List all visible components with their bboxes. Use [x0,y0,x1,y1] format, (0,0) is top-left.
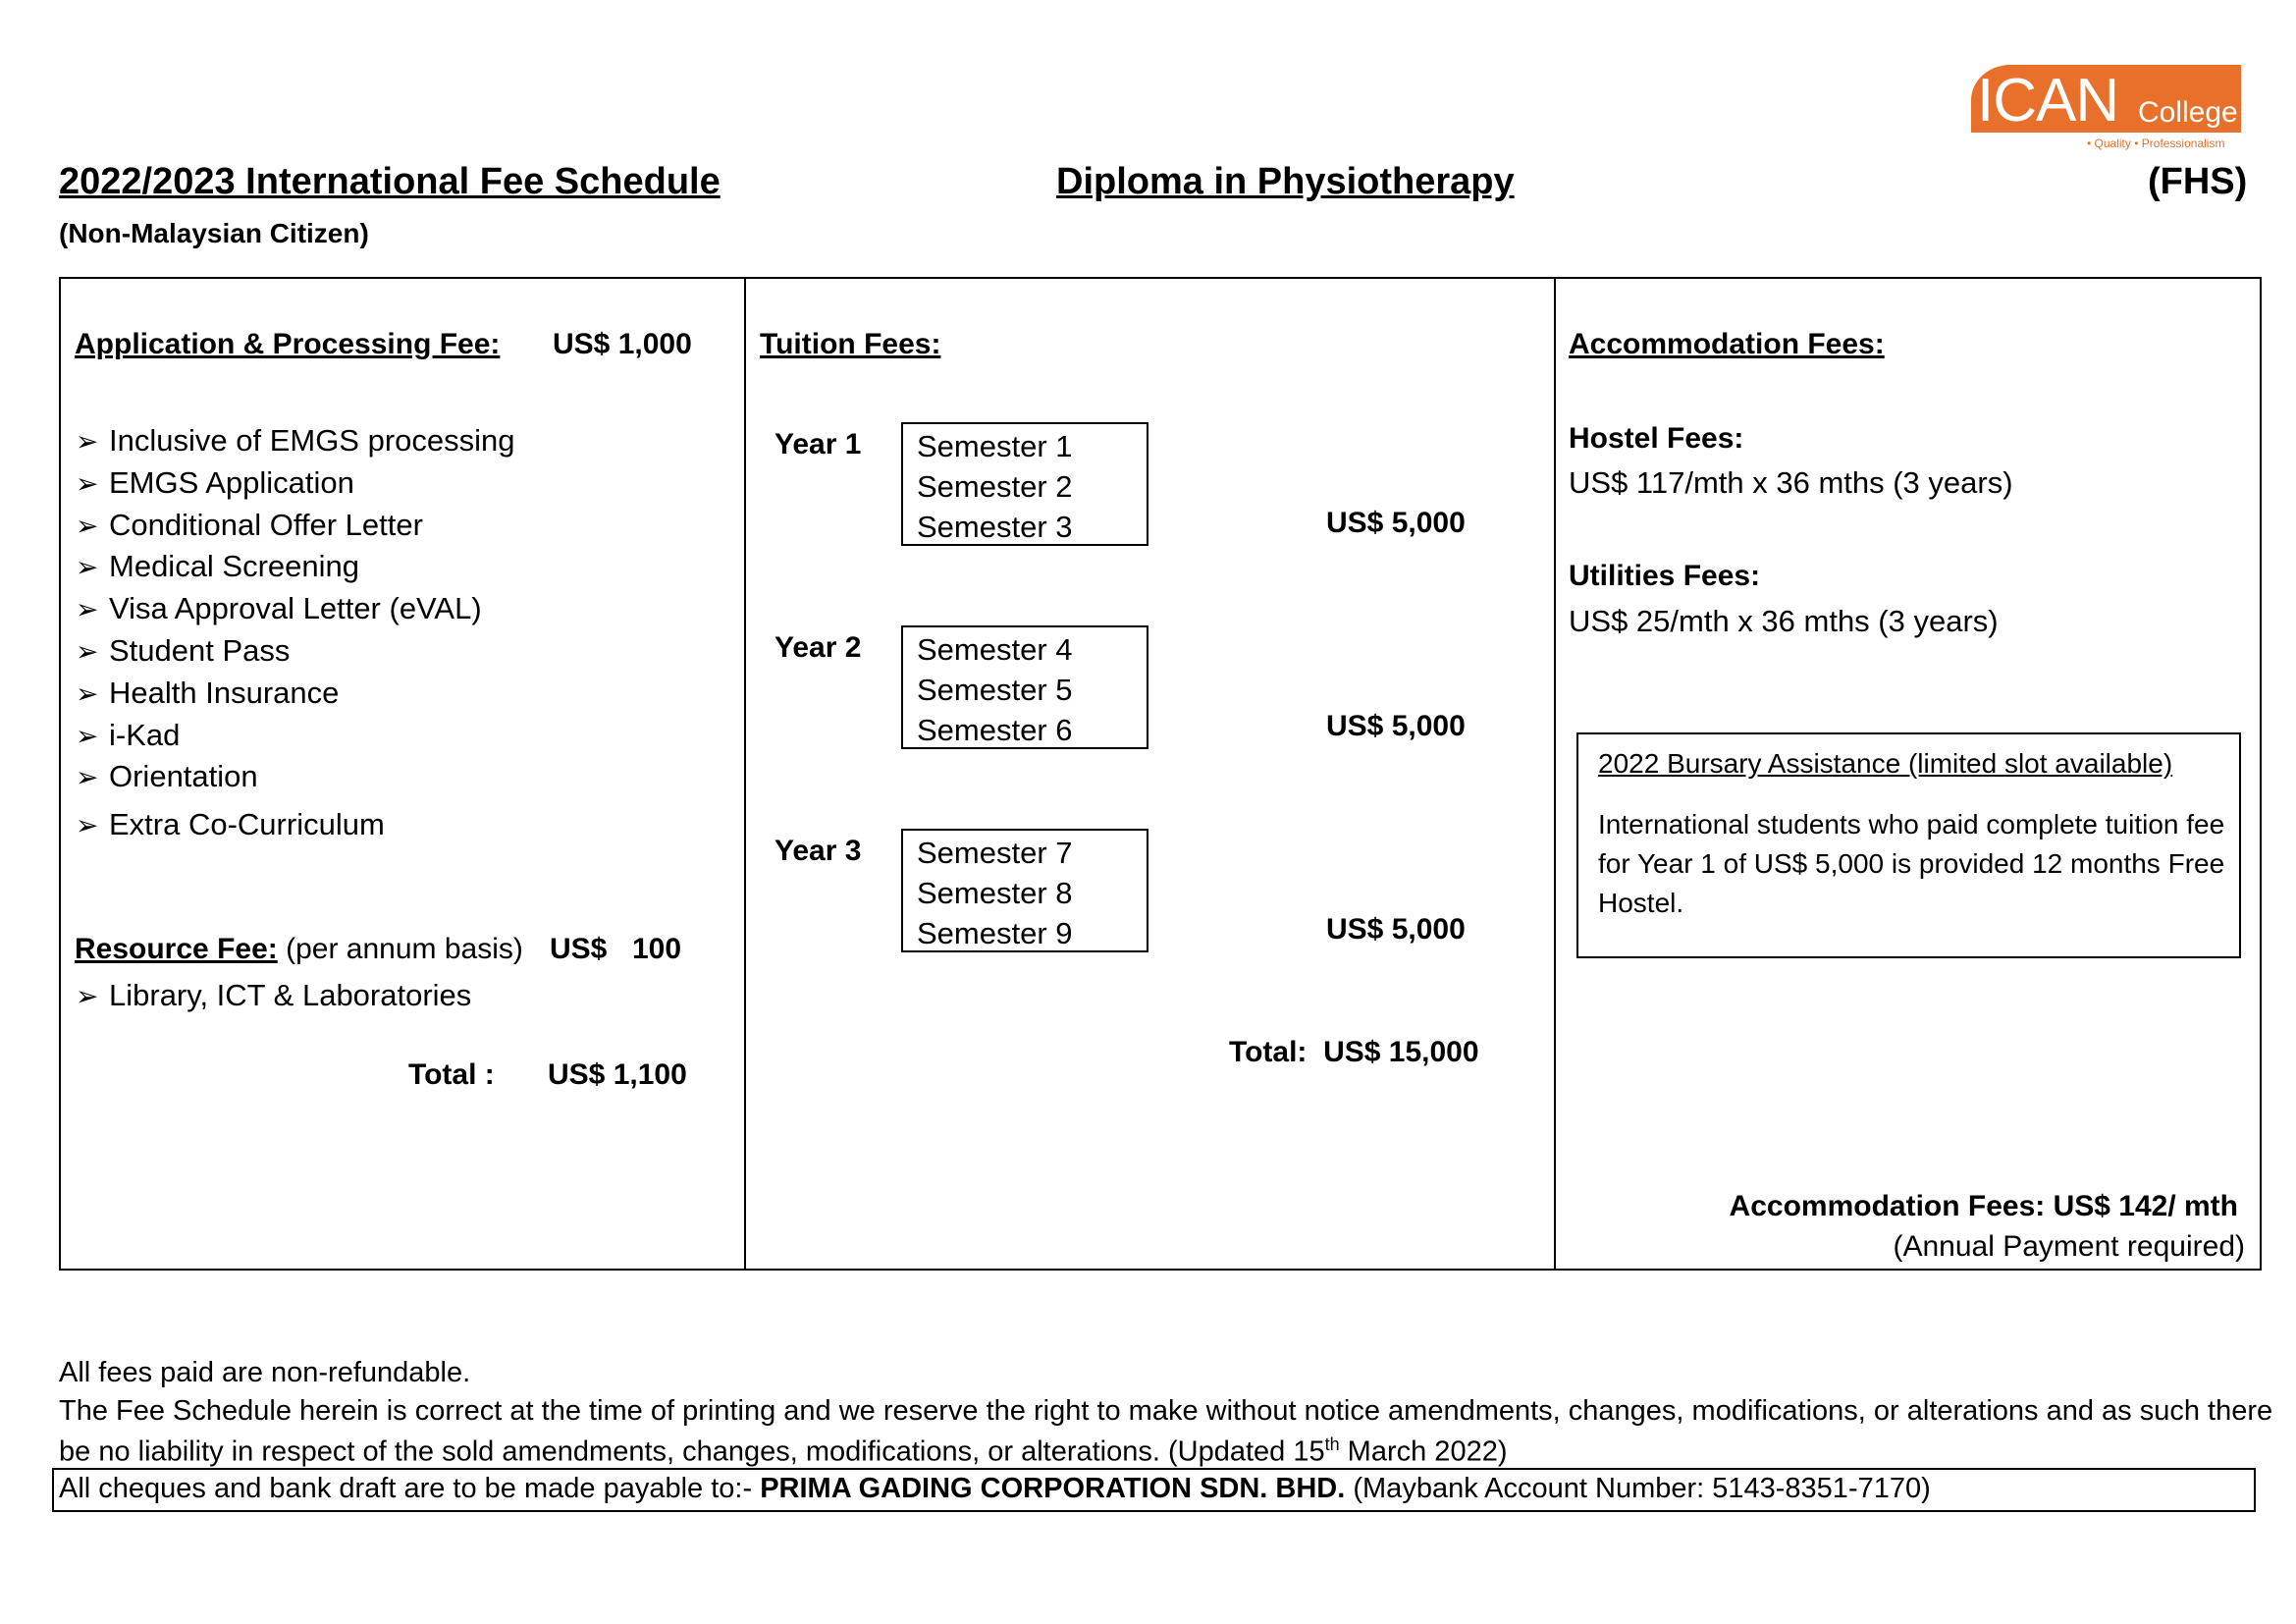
semester-box [901,625,1148,749]
year-amount: US$ 5,000 [1326,710,1466,742]
year-amount: US$ 5,000 [1326,913,1466,946]
application-fee-amount: US$ 1,000 [553,328,692,360]
arrow-bullet-icon: ➢ [76,635,99,667]
arrow-bullet-icon: ➢ [76,510,99,541]
arrow-bullet-icon: ➢ [76,467,99,499]
list-item: ➢ Conditional Offer Letter [76,505,515,547]
semester-item: Semester 3 [917,510,1073,544]
application-fee-label: Application & Processing Fee: [75,328,501,360]
logo-tagline: • Quality • Professionalism [2087,136,2225,150]
year-amount: US$ 5,000 [1326,507,1466,539]
accommodation-fees-label: Accommodation Fees: [1569,328,1885,360]
year-label: Year 3 [774,835,862,867]
semester-item: Semester 4 [917,632,1073,667]
resource-fee-currency: US$ [550,933,608,965]
logo-sub: College [2138,96,2238,129]
application-inclusions-list [76,420,515,846]
application-total-label: Total : [408,1058,495,1091]
utilities-fees-value: US$ 25/mth x 36 mths (3 years) [1569,604,1999,638]
footer-refund-note: All fees paid are non-refundable. [59,1357,471,1388]
resource-fee-note: (per annum basis) [286,933,523,965]
semester-item: Semester 9 [917,916,1073,950]
list-item: ➢ EMGS Application [76,462,515,505]
year-label: Year 2 [774,631,862,664]
arrow-bullet-icon: ➢ [76,426,99,457]
tuition-total: Total: US$ 15,000 [1229,1036,1479,1068]
tuition-fees-label: Tuition Fees: [760,328,941,360]
resource-fee-amount: 100 [632,933,682,965]
logo-brand: ICAN [1977,67,2119,135]
hostel-fees-label: Hostel Fees: [1569,422,1744,455]
arrow-bullet-icon: ➢ [76,594,99,625]
list-item: ➢ Orientation [76,756,515,798]
footer-disclaimer-cont: be no liability in respect of the sold amendments, changes, modifications, or alterations. (Updated 15th March 2022) [59,1435,1508,1468]
accommodation-summary-note: (Annual Payment required) [1893,1230,2245,1263]
hostel-fees-value: US$ 117/mth x 36 mths (3 years) [1569,465,2013,500]
list-item: ➢ i-Kad [76,715,515,757]
arrow-bullet-icon: ➢ [76,762,99,793]
semester-item: Semester 8 [917,876,1073,910]
arrow-bullet-icon: ➢ [76,981,99,1011]
page-subtitle: (Non-Malaysian Citizen) [59,218,369,248]
payment-instruction-box [52,1468,2256,1512]
list-item: ➢ Student Pass [76,630,515,673]
list-item: ➢ Inclusive of EMGS processing [76,420,515,462]
bursary-title: 2022 Bursary Assistance (limited slot available) [1598,748,2173,779]
utilities-fees-label: Utilities Fees: [1569,560,1761,592]
semester-box [901,829,1148,952]
program-title: Diploma in Physiotherapy [1056,161,1515,202]
semester-item: Semester 6 [917,713,1073,747]
arrow-bullet-icon: ➢ [76,552,99,583]
year-label: Year 1 [774,428,862,460]
semester-item: Semester 2 [917,469,1073,504]
ican-college-logo [1971,65,2241,150]
list-item: ➢ Extra Co-Curriculum [76,804,515,846]
semester-item: Semester 1 [917,429,1073,463]
faculty-code: (FHS) [2148,161,2248,202]
page-title: 2022/2023 International Fee Schedule [59,161,721,202]
column-divider [744,277,746,1271]
semester-item: Semester 5 [917,673,1073,707]
list-item: ➢ Health Insurance [76,673,515,715]
bursary-body: International students who paid complete tuition fee for Year 1 of US$ 5,000 is provided 12 months Free Hostel. [1598,809,2225,918]
payment-account: (Maybank Account Number: 5143-8351-7170) [1345,1473,1931,1504]
arrow-bullet-icon: ➢ [76,720,99,751]
bursary-notice-box [1576,732,2241,958]
column-divider [1554,277,1556,1271]
resource-fee-label: Resource Fee: [75,933,278,965]
arrow-bullet-icon: ➢ [76,810,99,841]
list-item: ➢ Visa Approval Letter (eVAL) [76,588,515,630]
footer-disclaimer: The Fee Schedule herein is correct at the time of printing and we reserve the right to make without notice amendments, changes, modifications, or alterations and as such there [59,1395,2273,1427]
semester-box [901,422,1148,546]
arrow-bullet-icon: ➢ [76,677,99,709]
payee-company: PRIMA GADING CORPORATION SDN. BHD. [760,1473,1346,1504]
resource-item: ➢ Library, ICT & Laboratories [76,978,472,1012]
resource-fee-line [75,933,523,966]
list-item: ➢ Medical Screening [76,546,515,588]
payment-prefix: All cheques and bank draft are to be made payable to:- [59,1473,761,1504]
application-total-amount: US$ 1,100 [548,1058,687,1091]
accommodation-summary: Accommodation Fees: US$ 142/ mth [1729,1190,2238,1222]
semester-item: Semester 7 [917,836,1073,870]
